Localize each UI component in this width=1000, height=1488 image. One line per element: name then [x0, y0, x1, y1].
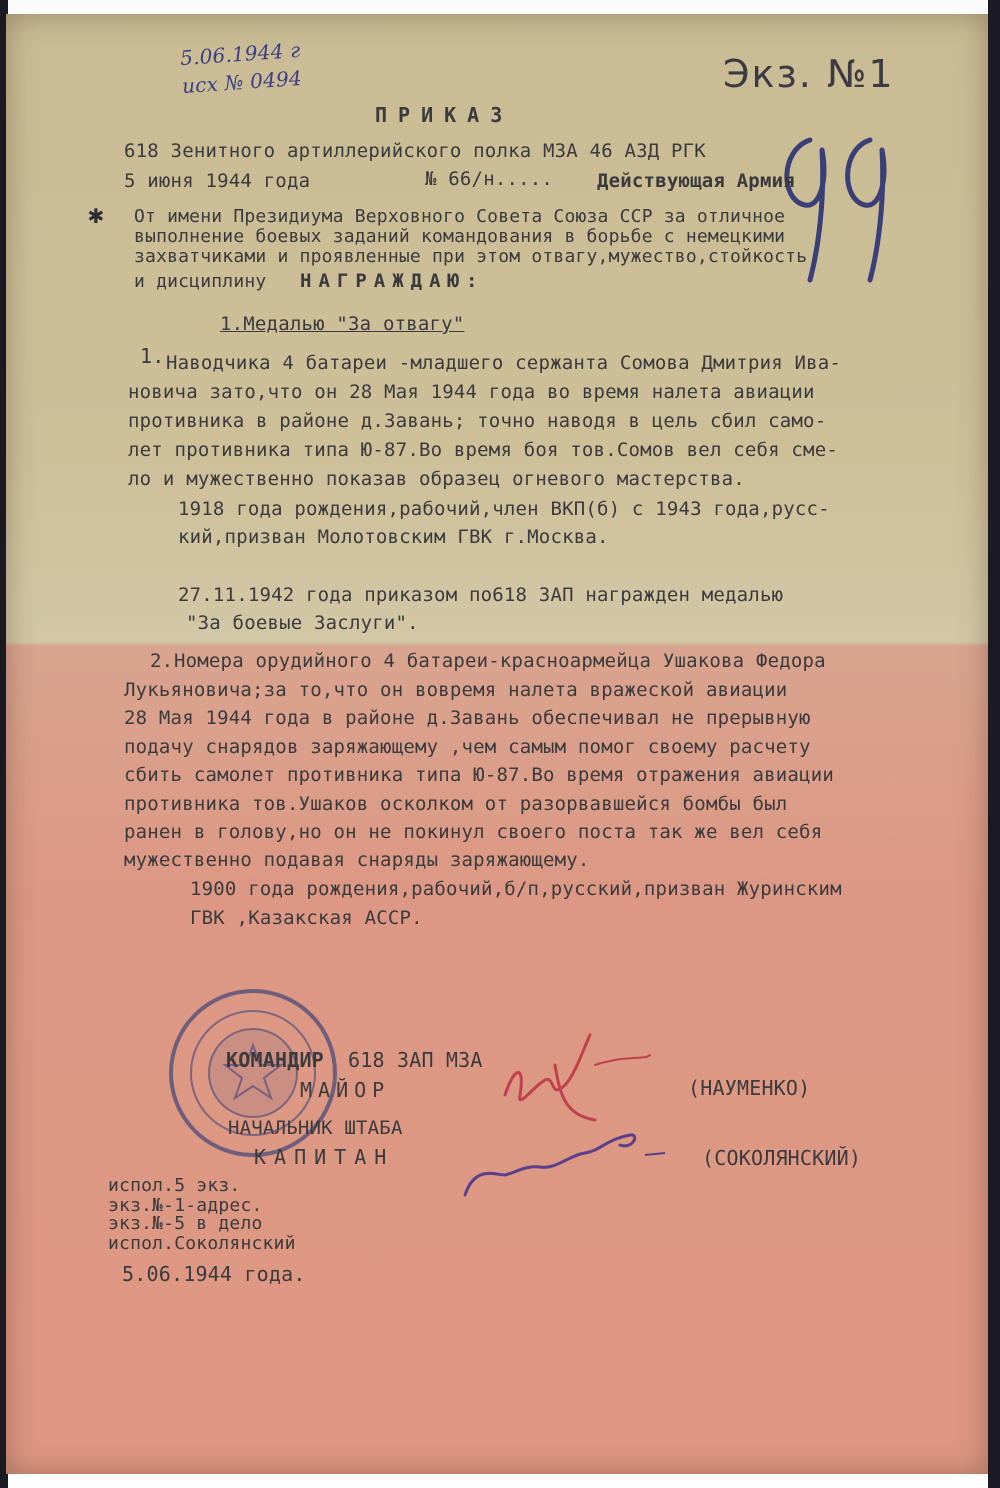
footer-line-1: испол.5 экз.: [108, 1175, 241, 1196]
chief-name: (СОКОЛЯНСКИЙ): [702, 1146, 862, 1170]
chief-title: НАЧАЛЬНИК ШТАБА: [228, 1117, 403, 1139]
copy-label: Экз. №1: [723, 52, 895, 96]
entry-2-line-3: 28 Мая 1944 года в районе д.Завань обеспечивал не прерывную: [124, 707, 811, 729]
preamble-line-3: захватчиками и проявленные при этом отвагу,мужество,стойкость: [134, 246, 808, 267]
entry-2-line-5: сбить самолет противника типа Ю-87.Во время отражения авиации: [124, 764, 834, 786]
section-title: 1.Медалью "За отвагу": [220, 313, 465, 335]
entry-1-line-2: новича зато,что он 28 Мая 1944 года во время налета авиации: [128, 381, 815, 403]
order-title: ПРИКАЗ: [375, 103, 514, 127]
order-location: Действующая Армия: [597, 170, 795, 192]
entry-1-line-3: противника в районе д.Завань; точно наводя в цель сбил само-: [128, 410, 827, 432]
scan-border-top: [0, 0, 1000, 14]
chief-rank: КАПИТАН: [254, 1145, 395, 1169]
commander-title: КОМАНДИР: [226, 1048, 324, 1072]
preamble-line-4: и дисциплину: [134, 271, 267, 292]
commander-rank: МАЙОР: [300, 1078, 391, 1102]
handnote-date: 5.06.1944 г: [179, 37, 302, 71]
entry-2-line-4: подачу снарядов заряжающему ,чем самым помог своему расчету: [124, 736, 811, 758]
commander-name: (НАУМЕНКО): [688, 1076, 811, 1100]
preamble-line-1: От имени Президиума Верховного Совета Союза ССР за отличное: [134, 206, 786, 227]
footer-line-4: испол.Соколянский: [108, 1233, 296, 1254]
handwritten-signatures: [455, 1025, 685, 1205]
footer-line-2: экз.№-1-адрес.: [108, 1195, 263, 1216]
entry-2-number: 2.: [150, 650, 174, 672]
commander-unit: 618 ЗАП МЗА: [348, 1048, 483, 1072]
margin-star-icon: ✱: [88, 200, 104, 230]
entry-2-line-6: противника тов.Ушаков осколком от разорвавшейся бомбы был: [124, 793, 788, 815]
entry-1-previous-1: 27.11.1942 года приказом по618 ЗАП награжден медалью: [178, 584, 784, 606]
entry-2-line-8: мужественно подавая снаряды заряжающему.: [124, 849, 590, 871]
award-word: НАГРАЖДАЮ:: [300, 270, 485, 292]
entry-1-number: 1.: [140, 344, 165, 368]
entry-1-previous-2: "За боевые Заслуги".: [186, 612, 419, 634]
preamble-line-2: выполнение боевых заданий командования в борьбе с немецкими: [134, 226, 786, 247]
footer-date: 5.06.1944 года.: [122, 1262, 306, 1286]
unit-name: 618 Зенитного артиллерийского полка МЗА 46 АЗД РГК: [124, 140, 706, 162]
entry-1-line-4: лет противника типа Ю-87.Во время боя тов.Сомов вел себя сме-: [128, 439, 838, 461]
entry-2-bio-1: 1900 года рождения,рабочий,б/п,русский,призван Журинским: [190, 878, 842, 900]
entry-2-line-7: ранен в голову,но он не покинул своего поста так же вел себя: [124, 821, 823, 843]
handnote-ref: исх № 0494: [181, 65, 303, 99]
order-number: № 66/н.....: [425, 168, 554, 190]
scan-border-right: [988, 0, 1000, 1488]
entry-1-bio-2: кий,призван Молотовским ГВК г.Москва.: [178, 526, 609, 548]
entry-1-bio-1: 1918 года рождения,рабочий,член ВКП(б) с 1943 года,русс-: [178, 498, 830, 520]
entry-2-line-1: Номера орудийного 4 батареи-красноармейца Ушакова Федора: [174, 650, 826, 672]
footer-line-3: экз.№-5 в дело: [108, 1213, 263, 1234]
order-date: 5 июня 1944 года: [124, 170, 311, 192]
entry-2-line-2: Лукьяновича;за то,что он вовремя налета вражеской авиации: [124, 679, 788, 701]
entry-2-bio-2: ГВК ,Казакская АССР.: [190, 907, 423, 929]
entry-1-line-1: Наводчика 4 батареи -младшего сержанта Сомова Дмитрия Ива-: [166, 352, 842, 374]
entry-1-line-5: ло и мужественно показав образец огневого мастерства.: [128, 468, 745, 490]
